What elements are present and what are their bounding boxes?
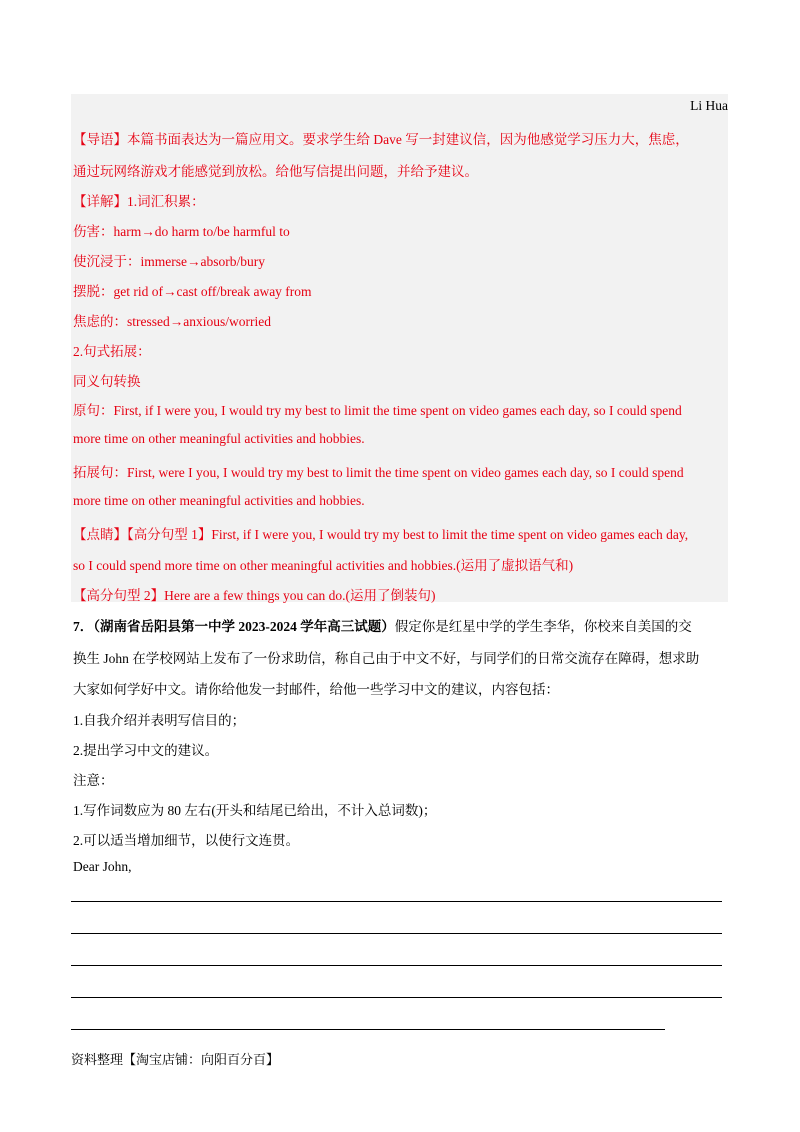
intro-text-1: 本篇书面表达为一篇应用文。要求学生给 Dave 写一封建议信，因为他感觉学习压力大，焦虑， xyxy=(127,132,689,147)
expanded-sentence-2: more time on other meaningful activities and hobbies. xyxy=(73,493,365,508)
question-line-1 xyxy=(73,615,692,635)
question-source: （湖南省岳阳县第一中学 2023-2024 学年高三试题） xyxy=(93,619,395,634)
highlight-1-tag: 【高分句型 1】 xyxy=(127,527,212,542)
content-item-1: 1.自我介绍并表明写信目的； xyxy=(73,713,246,728)
letter-signature: Li Hua xyxy=(690,98,728,113)
question-number: 7． xyxy=(73,619,94,634)
writing-line-2[interactable] xyxy=(71,933,722,934)
content-item-2: 2.提出学习中文的建议。 xyxy=(73,743,219,758)
vocab-item-2: 使沉浸于：immerse→absorb/bury xyxy=(73,254,265,269)
writing-line-4[interactable] xyxy=(71,997,722,998)
highlight-1-text: First, if I were you, I would try my best to limit the time spent on video games each day, xyxy=(211,527,689,542)
original-sentence-1: 原句：First, if I were you, I would try my best to limit the time spent on video games each day, so I could spend xyxy=(73,403,682,418)
highlight-1-line-2: so I could spend more time on other meaningful activities and hobbies.(运用了虚拟语气和) xyxy=(73,558,574,573)
detail-head: 1.词汇积累： xyxy=(127,194,205,209)
vocab-item-4: 焦虑的：stressed→anxious/worried xyxy=(73,314,271,329)
comment-tag: 【点睛】 xyxy=(73,527,127,542)
detail-tag: 【详解】 xyxy=(73,194,127,209)
synonym-heading: 同义句转换 xyxy=(73,374,141,389)
writing-line-1[interactable] xyxy=(71,901,722,902)
writing-line-5[interactable] xyxy=(71,1029,665,1030)
writing-line-3[interactable] xyxy=(71,965,722,966)
intro-line-2: 通过玩网络游戏才能感觉到放松。给他写信提出问题，并给予建议。 xyxy=(73,164,478,179)
intro-line-1 xyxy=(73,128,689,148)
highlight-2-tag: 【高分句型 2】 xyxy=(73,588,165,603)
page-footer: 资料整理【淘宝店铺：向阳百分百】 xyxy=(71,1052,280,1067)
note-item-1: 1.写作词数应为 80 左右(开头和结尾已给出，不计入总词数)； xyxy=(73,803,437,818)
question-prompt-2: 换生 John 在学校网站上发布了一份求助信，称自己由于中文不好，与同学们的日常交流存在障碍，想求助 xyxy=(73,651,700,666)
letter-salutation: Dear John, xyxy=(73,859,132,874)
detail-heading xyxy=(73,190,205,210)
highlight-1-line-1 xyxy=(73,523,688,543)
note-item-2: 2.可以适当增加细节，以使行文连贯。 xyxy=(73,833,300,848)
expanded-sentence-1: 拓展句：First, were I you, I would try my best to limit the time spent on video games each day, so I could spend xyxy=(73,465,684,480)
intro-tag: 【导语】 xyxy=(73,132,127,147)
vocab-item-3: 摆脱：get rid of→cast off/break away from xyxy=(73,284,312,299)
highlight-2-text: Here are a few things you can do.(运用了倒装句) xyxy=(164,588,436,603)
highlight-2 xyxy=(73,584,436,604)
question-prompt-3: 大家如何学好中文。请你给他发一封邮件，给他一些学习中文的建议，内容包括： xyxy=(73,682,559,697)
original-sentence-2: more time on other meaningful activities and hobbies. xyxy=(73,431,365,446)
notes-heading: 注意： xyxy=(73,773,114,788)
pattern-heading: 2.句式拓展： xyxy=(73,344,151,359)
question-prompt-1: 假定你是红星中学的学生李华，你校来自美国的交 xyxy=(394,619,692,634)
vocab-item-1: 伤害：harm→do harm to/be harmful to xyxy=(73,224,290,239)
